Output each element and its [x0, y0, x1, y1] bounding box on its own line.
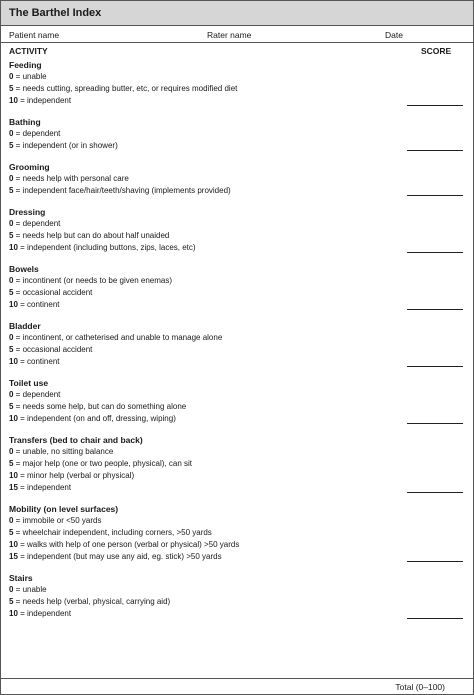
- rater-name-label: Rater name: [207, 30, 252, 40]
- option-text: = incontinent, or catheterised and unable to manage alone: [13, 333, 223, 342]
- option-value: 5: [9, 141, 14, 150]
- option-text: = dependent: [13, 390, 61, 399]
- activity-item: [1, 59, 473, 107]
- option-value: 5: [9, 402, 14, 411]
- score-option: [1, 287, 473, 299]
- option-value: 0: [9, 585, 14, 594]
- score-entry-line[interactable]: [407, 618, 463, 619]
- score-option: [1, 608, 473, 620]
- activity-item: [1, 206, 473, 254]
- activity-item: [1, 572, 473, 620]
- option-text: = independent: [17, 483, 72, 492]
- option-text: = incontinent (or needs to be given enemas): [13, 276, 172, 285]
- option-text: = needs help with personal care: [13, 174, 129, 183]
- option-value: 5: [9, 459, 14, 468]
- option-text: = needs cutting, spreading butter, etc, or requires modified diet: [13, 84, 238, 93]
- score-entry-line[interactable]: [407, 195, 463, 196]
- activity-title: Feeding: [9, 60, 42, 70]
- option-value: 10: [9, 414, 18, 423]
- score-option: [1, 242, 473, 254]
- option-text: = independent (or in shower): [13, 141, 118, 150]
- option-value: 10: [9, 471, 18, 480]
- option-text: = immobile or <50 yards: [13, 516, 102, 525]
- score-entry-line[interactable]: [407, 423, 463, 424]
- score-entry-line[interactable]: [407, 561, 463, 562]
- activity-column-header: ACTIVITY: [9, 46, 48, 56]
- activity-title: Bladder: [9, 321, 41, 331]
- option-value: 0: [9, 129, 14, 138]
- score-option: [1, 458, 473, 470]
- activity-title: Grooming: [9, 162, 50, 172]
- option-text: = needs some help, but can do something alone: [13, 402, 187, 411]
- option-text: = continent: [17, 357, 60, 366]
- score-entry-line[interactable]: [407, 105, 463, 106]
- option-value: 10: [9, 300, 18, 309]
- score-option: [1, 185, 473, 197]
- option-text: = needs help (verbal, physical, carrying aid): [13, 597, 171, 606]
- score-option: [1, 584, 473, 596]
- option-value: 10: [9, 243, 18, 252]
- activity-item: [1, 116, 473, 152]
- option-text: = minor help (verbal or physical): [17, 471, 135, 480]
- option-value: 5: [9, 288, 14, 297]
- option-value: 5: [9, 597, 14, 606]
- score-option: [1, 356, 473, 368]
- score-entry-line[interactable]: [407, 150, 463, 151]
- option-text: = occasional accident: [13, 345, 93, 354]
- score-option: [1, 515, 473, 527]
- score-entry-line[interactable]: [407, 366, 463, 367]
- activity-item: [1, 503, 473, 563]
- activity-title: Bowels: [9, 264, 39, 274]
- activity-list: [1, 59, 473, 620]
- score-option: [1, 230, 473, 242]
- option-text: = continent: [17, 300, 60, 309]
- score-option: [1, 332, 473, 344]
- activity-item: [1, 320, 473, 368]
- option-value: 0: [9, 390, 14, 399]
- date-label: Date: [385, 30, 403, 40]
- activity-title: Mobility (on level surfaces): [9, 504, 119, 514]
- score-option: [1, 83, 473, 95]
- activity-title: Dressing: [9, 207, 46, 217]
- option-text: = wheelchair independent, including corners, >50 yards: [13, 528, 212, 537]
- option-value: 5: [9, 231, 14, 240]
- column-headers: [1, 43, 473, 57]
- option-text: = unable: [13, 585, 47, 594]
- option-value: 10: [9, 540, 18, 549]
- option-text: = unable: [13, 72, 47, 81]
- score-entry-line[interactable]: [407, 252, 463, 253]
- option-value: 0: [9, 219, 14, 228]
- score-option: [1, 344, 473, 356]
- score-option: [1, 71, 473, 83]
- score-option: [1, 401, 473, 413]
- option-text: = dependent: [13, 129, 61, 138]
- option-value: 0: [9, 72, 14, 81]
- patient-name-label: Patient name: [9, 30, 60, 40]
- score-option: [1, 596, 473, 608]
- option-text: = independent (including buttons, zips, laces, etc): [17, 243, 196, 252]
- score-option: [1, 173, 473, 185]
- score-option: [1, 539, 473, 551]
- option-value: 0: [9, 516, 14, 525]
- option-text: = independent face/hair/teeth/shaving (implements provided): [13, 186, 231, 195]
- option-text: = independent (but may use any aid, eg. stick) >50 yards: [17, 552, 222, 561]
- score-option: [1, 482, 473, 494]
- option-text: = independent: [17, 96, 72, 105]
- option-value: 0: [9, 174, 14, 183]
- option-value: 5: [9, 345, 14, 354]
- score-option: [1, 551, 473, 563]
- activity-title: Transfers (bed to chair and back): [9, 435, 143, 445]
- option-text: = dependent: [13, 219, 61, 228]
- score-option: [1, 446, 473, 458]
- option-text: = major help (one or two people, physical), can sit: [13, 459, 192, 468]
- option-value: 5: [9, 186, 14, 195]
- option-value: 15: [9, 552, 18, 561]
- option-text: = occasional accident: [13, 288, 93, 297]
- option-value: 0: [9, 276, 14, 285]
- score-option: [1, 470, 473, 482]
- form-title: The Barthel Index: [1, 1, 473, 26]
- activity-item: [1, 434, 473, 494]
- option-value: 5: [9, 528, 14, 537]
- activity-item: [1, 377, 473, 425]
- score-option: [1, 389, 473, 401]
- option-value: 0: [9, 333, 14, 342]
- score-option: [1, 95, 473, 107]
- option-text: = needs help but can do about half unaided: [13, 231, 170, 240]
- patient-info-row: [1, 26, 473, 43]
- activity-title: Bathing: [9, 117, 41, 127]
- option-value: 5: [9, 84, 14, 93]
- option-text: = independent: [17, 609, 72, 618]
- score-option: [1, 140, 473, 152]
- option-value: 10: [9, 609, 18, 618]
- score-option: [1, 275, 473, 287]
- option-value: 0: [9, 447, 14, 456]
- option-value: 15: [9, 483, 18, 492]
- score-entry-line[interactable]: [407, 492, 463, 493]
- option-value: 10: [9, 357, 18, 366]
- score-option: [1, 413, 473, 425]
- score-option: [1, 527, 473, 539]
- score-option: [1, 128, 473, 140]
- total-row: [1, 678, 473, 694]
- option-text: = independent (on and off, dressing, wiping): [17, 414, 176, 423]
- score-option: [1, 218, 473, 230]
- activity-item: [1, 161, 473, 197]
- total-label: Total (0–100): [395, 682, 445, 692]
- option-value: 10: [9, 96, 18, 105]
- option-text: = walks with help of one person (verbal or physical) >50 yards: [17, 540, 240, 549]
- score-option: [1, 299, 473, 311]
- activity-title: Toilet use: [9, 378, 49, 388]
- activity-title: Stairs: [9, 573, 33, 583]
- score-entry-line[interactable]: [407, 309, 463, 310]
- activity-item: [1, 263, 473, 311]
- option-text: = unable, no sitting balance: [13, 447, 114, 456]
- score-column-header: SCORE: [421, 46, 452, 56]
